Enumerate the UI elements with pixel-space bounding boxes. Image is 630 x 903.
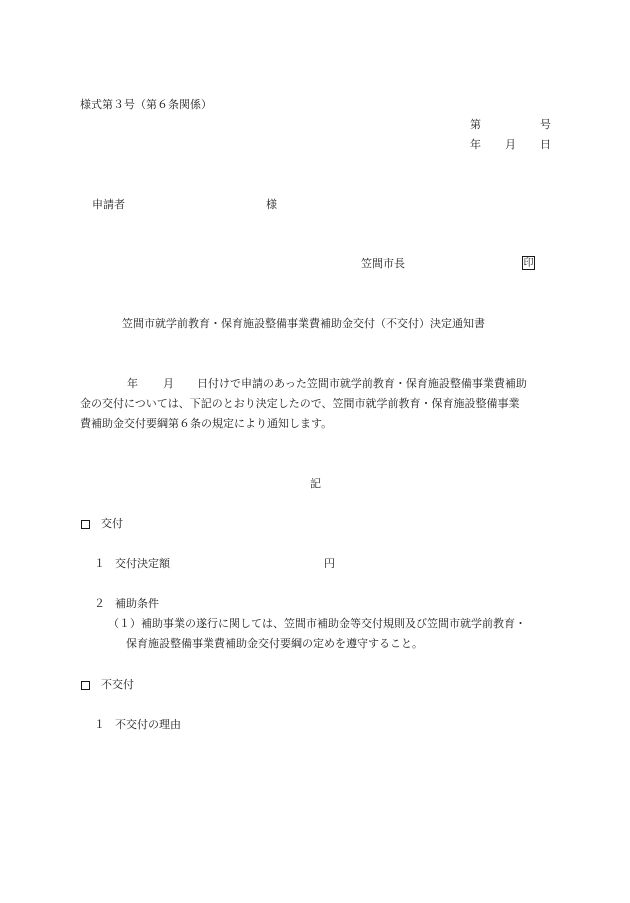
date-day: 日: [540, 138, 551, 151]
document-title: 笠間市就学前教育・保育施設整備事業費補助金交付（不交付）決定通知書: [122, 317, 485, 330]
form-label: 様式第３号（第６条関係）: [80, 98, 212, 111]
seal-mark: 印: [523, 258, 534, 269]
condition-line1: （１）補助事業の遂行に関しては、笠間市補助金等交付規則及び笠間市就学前教育・: [108, 617, 526, 630]
grant-item2-number: ２: [94, 597, 105, 610]
condition-line2: 保育施設整備事業費補助金交付要綱の定めを遵守すること。: [126, 637, 423, 650]
ki-heading: 記: [310, 477, 321, 490]
issuer-title: 笠間市長: [361, 257, 405, 270]
number-prefix: 第: [470, 118, 481, 131]
non-grant-item1-label: 不交付の理由: [115, 718, 181, 731]
grant-item2-label: 補助条件: [115, 597, 159, 610]
non-grant-item1-number: １: [94, 718, 105, 731]
body-line1: 日付けで申請のあった笠間市就学前教育・保育施設整備事業費補助: [197, 377, 527, 390]
grant-amount-unit: 円: [324, 557, 335, 570]
non-grant-label: 不交付: [101, 678, 134, 691]
grant-label: 交付: [101, 517, 123, 530]
number-suffix: 号: [540, 118, 551, 131]
date-year: 年: [470, 138, 481, 151]
body-year: 年: [127, 377, 138, 390]
body-line2: 金の交付については、下記のとおり決定したので、笠間市就学前教育・保育施設整備事業: [80, 397, 520, 410]
recipient-label: 申請者: [92, 198, 125, 211]
body-month: 月: [163, 377, 174, 390]
grant-item1-number: １: [94, 557, 105, 570]
non-grant-checkbox[interactable]: [81, 681, 90, 690]
grant-checkbox[interactable]: [81, 520, 90, 529]
date-month: 月: [505, 138, 516, 151]
grant-item1-label: 交付決定額: [115, 557, 170, 570]
body-line3: 費補助金交付要綱第６条の規定により通知します。: [80, 417, 333, 430]
recipient-honorific: 様: [266, 198, 277, 211]
